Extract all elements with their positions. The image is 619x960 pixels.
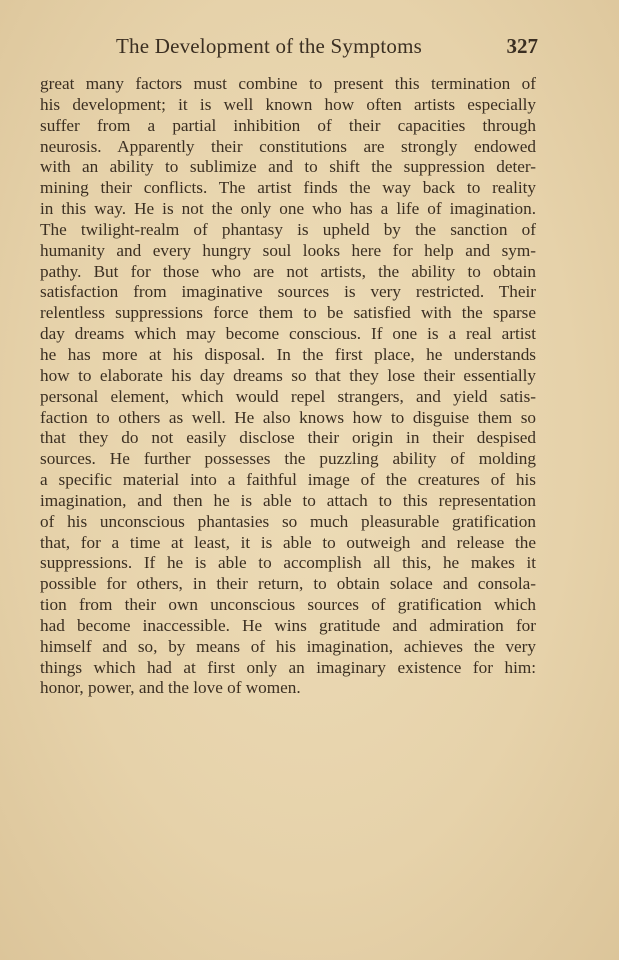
text-line: had become inaccessible. He wins gratitude and admiration for: [40, 615, 536, 635]
text-line: a specific material into a faithful image of the creatures of his: [40, 470, 536, 490]
text-line: things which had at first only an imaginary existence for him:: [40, 657, 536, 677]
text-line: possible for others, in their return, to obtain solace and consola-: [40, 574, 536, 594]
text-line: personal element, which would repel strangers, and yield satis-: [40, 386, 536, 406]
text-line: satisfaction from imaginative sources is very restricted. Their: [40, 282, 536, 302]
text-line: neurosis. Apparently their constitutions are strongly endowed: [40, 136, 536, 156]
text-line: day dreams which may become conscious. If one is a real artist: [40, 324, 536, 344]
text-line: how to elaborate his day dreams so that they lose their essentially: [40, 365, 536, 385]
page-header: [40, 34, 540, 62]
text-line: tion from their own unconscious sources of gratification which: [40, 595, 536, 615]
text-line: mining their conflicts. The artist finds the way back to reality: [40, 178, 536, 198]
text-line: suffer from a partial inhibition of their capacities through: [40, 115, 536, 135]
text-line: pathy. But for those who are not artists, the ability to obtain: [40, 261, 536, 281]
page-number: 327: [506, 34, 538, 58]
text-line: with an ability to sublimize and to shift the suppression deter-: [40, 157, 536, 177]
text-line: that they do not easily disclose their origin in their despised: [40, 428, 536, 448]
text-line: humanity and every hungry soul looks here for help and sym-: [40, 240, 536, 260]
text-line: The twilight-realm of phantasy is upheld by the sanction of: [40, 219, 536, 239]
text-line: his development; it is well known how often artists especially: [40, 94, 536, 114]
body-paragraph: [40, 74, 536, 699]
text-line: in this way. He is not the only one who has a life of imagination.: [40, 199, 536, 219]
running-title: The Development of the Symptoms: [116, 34, 422, 58]
text-line: himself and so, by means of his imagination, achieves the very: [40, 636, 536, 656]
text-line: imagination, and then he is able to attach to this representation: [40, 490, 536, 510]
text-line: that, for a time at least, it is able to outweigh and release the: [40, 532, 536, 552]
text-line: relentless suppressions force them to be satisfied with the sparse: [40, 303, 536, 323]
text-line: honor, power, and the love of women.: [40, 678, 301, 698]
text-line: suppressions. If he is able to accomplish all this, he makes it: [40, 553, 536, 573]
text-line: sources. He further possesses the puzzling ability of molding: [40, 449, 536, 469]
text-line: he has more at his disposal. In the first place, he understands: [40, 344, 536, 364]
text-line: great many factors must combine to present this termination of: [40, 74, 536, 93]
text-line: of his unconscious phantasies so much pleasurable gratification: [40, 511, 536, 531]
text-line: faction to others as well. He also knows how to disguise them so: [40, 407, 536, 427]
